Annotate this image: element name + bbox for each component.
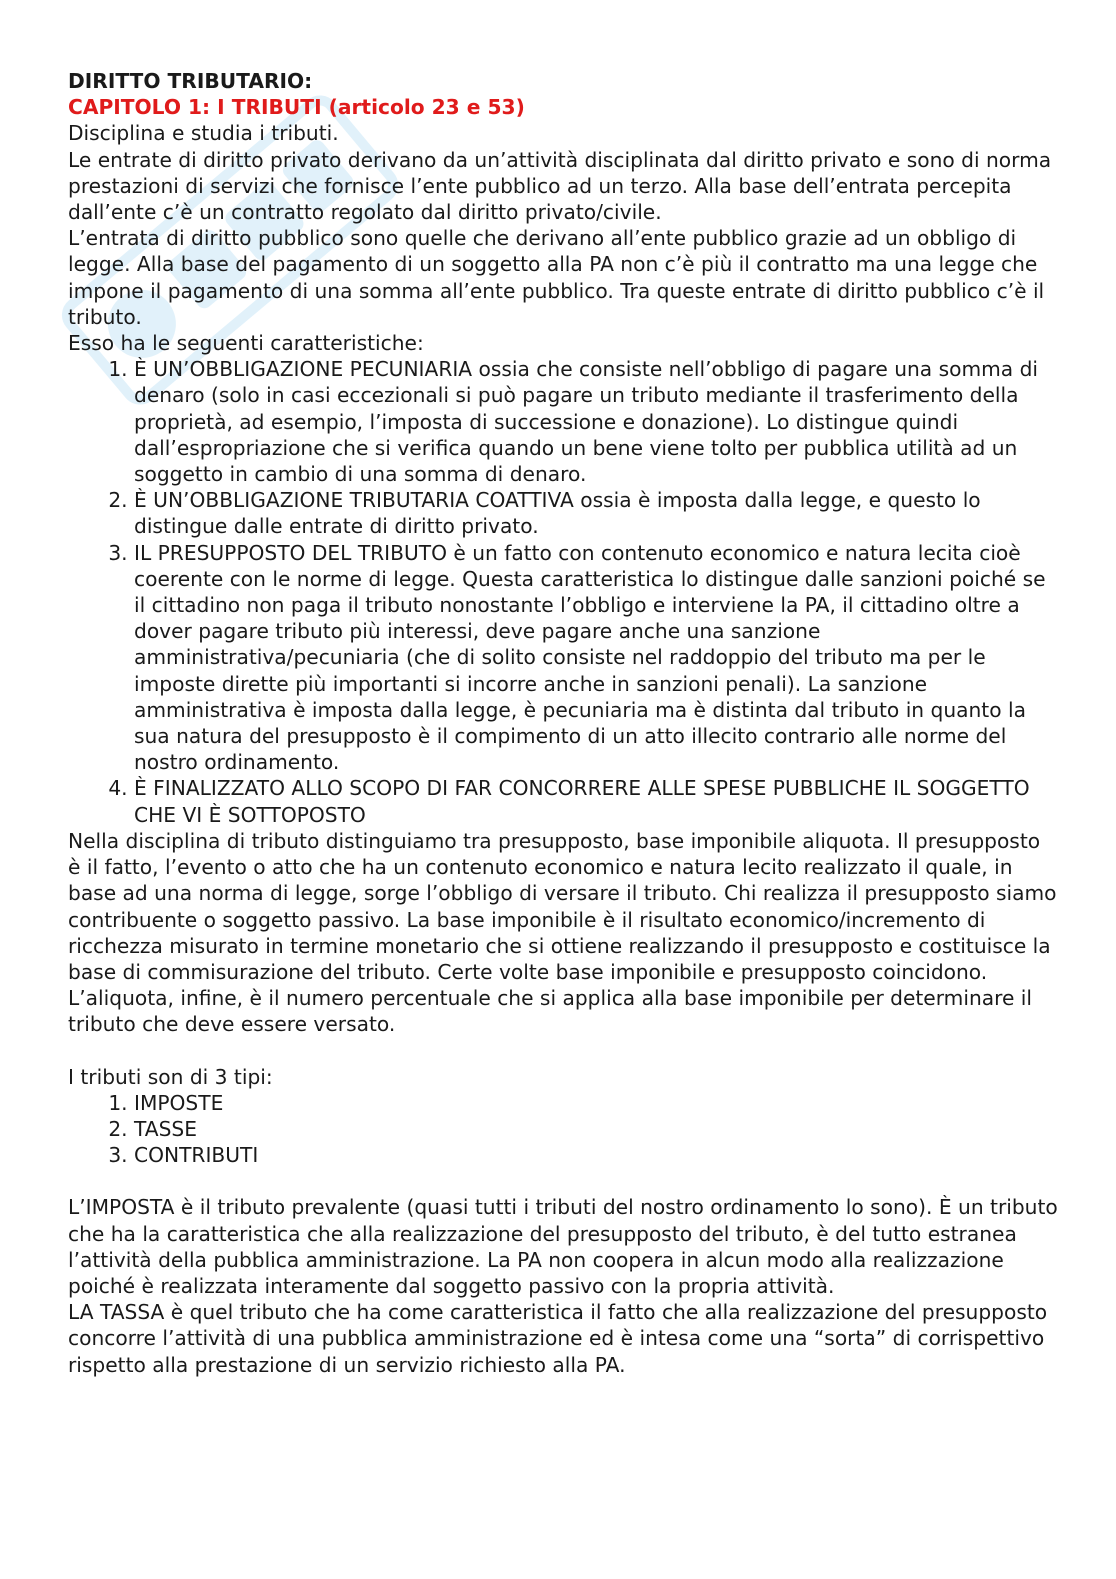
list-item: 2. TASSE [134, 1116, 1058, 1142]
list-item: 4. È FINALIZZATO ALLO SCOPO DI FAR CONCORRERE ALLE SPESE PUBBLICHE IL SOGGETTO CHE VI È SOTTOPOSTO [134, 775, 1058, 827]
document-page [68, 68, 1058, 1378]
list-item: 3. IL PRESUPPOSTO DEL TRIBUTO è un fatto con contenuto economico e natura lecita cioè coerente con le norme di legge. Questa caratteristica lo distingue dalle sanzioni poiché se il cittadino non paga il tributo nonostante l’obbligo e interviene la PA, il cittadino oltre a dover pagare tributo più interessi, deve pagare anche una sanzione amministrativa/pecuniaria (che di solito consiste nel raddoppio del tributo ma per le imposte dirette più importanti si incorre anche in sanzioni penali). La sanzione amministrativa è imposta dalla legge, è pecuniaria ma è distinta dal tributo in quanto la sua natura del presupposto è il compimento di un atto illecito contrario alle norme del nostro ordinamento. [134, 540, 1058, 776]
list-item: 2. È UN’OBBLIGAZIONE TRIBUTARIA COATTIVA ossia è imposta dalla legge, e questo lo distingue dalle entrate di diritto privato. [134, 487, 1058, 539]
list-item: 1. È UN’OBBLIGAZIONE PECUNIARIA ossia che consiste nell’obbligo di pagare una somma di denaro (solo in casi eccezionali si può pagare un tributo mediante il trasferimento della proprietà, ad esempio, l’imposta di successione e donazione). Lo distingue quindi dall’espropriazione che si verifica quando un bene viene tolto per pubblica utilità ad un soggetto in cambio di una somma di denaro. [134, 356, 1058, 487]
imposta-paragraph: L’IMPOSTA è il tributo prevalente (quasi tutti i tributi del nostro ordinamento lo sono). È un tributo che ha la caratteristica che alla realizzazione del presupposto del tributo, è del tutto estranea l’attività della pubblica amministrazione. La PA non coopera in alcun modo alla realizzazione poiché è realizzata interamente dal soggetto passivo con la propria attività. [68, 1195, 1058, 1298]
discipline-paragraph: Nella disciplina di tributo distinguiamo tra presupposto, base imponibile aliquota. Il presupposto è il fatto, l’evento o atto che ha un contenuto economico e natura lecito realizzato il quale, in base ad una norma di legge, sorge l’obbligo di versare il tributo. Chi realizza il presupposto siamo contribuente o soggetto passivo. La base imponibile è il risultato economico/incremento di ricchezza misurato in termine monetario che si ottiene realizzando il presupposto e costituisce la base di commisurazione del tributo. Certe volte base imponibile e presupposto coincidono. L’aliquota, infine, è il numero percentuale che si applica alla base imponibile per determinare il tributo che deve essere versato. [68, 828, 1057, 1037]
document-title: DIRITTO TRIBUTARIO: [68, 69, 313, 93]
characteristics-list [68, 356, 1058, 828]
intro-line: Esso ha le seguenti caratteristiche: [68, 331, 424, 356]
list-item: 3. CONTRIBUTI [134, 1142, 1058, 1168]
types-intro: I tributi son di 3 tipi: [68, 1064, 273, 1089]
intro-line: Disciplina e studia i tributi. [68, 121, 339, 146]
intro-paragraph: L’entrata di diritto pubblico sono quelle che derivano all’ente pubblico grazie ad un obbligo di legge. Alla base del pagamento di un soggetto alla PA non c’è più il contratto ma una legge che impone il pagamento di una somma all’ente pubblico. Tra queste entrate di diritto pubblico c’è il tributo. [68, 226, 1045, 329]
chapter-heading: CAPITOLO 1: I TRIBUTI (articolo 23 e 53) [68, 95, 525, 120]
intro-paragraph: Le entrate di diritto privato derivano da un’attività disciplinata dal diritto privato e sono di norma prestazioni di servizi che fornisce l’ente pubblico ad un terzo. Alla base dell’entrata percepita dall’ente c’è un contratto regolato dal diritto privato/civile. [68, 147, 1052, 225]
list-item: 1. IMPOSTE [134, 1090, 1058, 1116]
tassa-paragraph: LA TASSA è quel tributo che ha come caratteristica il fatto che alla realizzazione del presupposto concorre l’attività di una pubblica amministrazione ed è intesa come una “sorta” di corrispettivo rispetto alla prestazione di un servizio richiesto alla PA. [68, 1300, 1048, 1377]
types-list [68, 1090, 1058, 1169]
